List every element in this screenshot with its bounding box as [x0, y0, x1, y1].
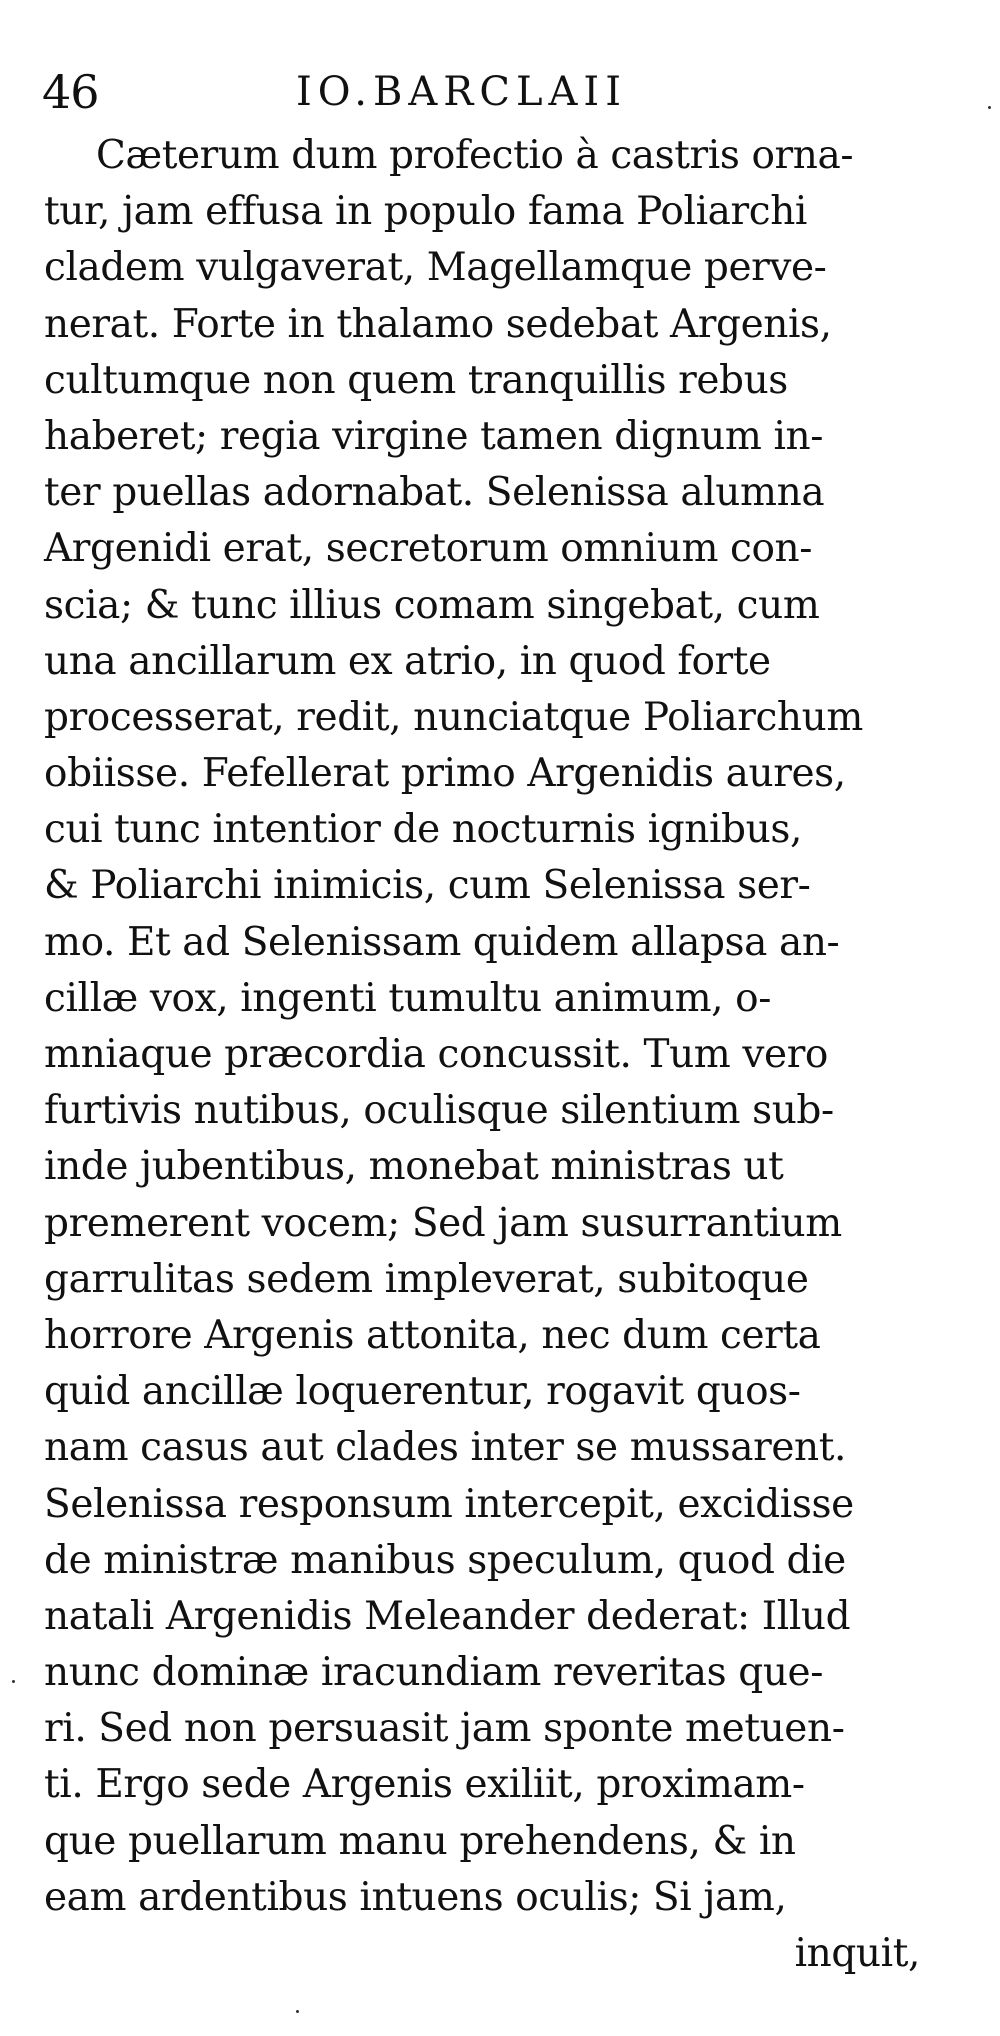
text-line: garrulitas sedem impleverat, subitoque — [44, 1256, 809, 1302]
text-line: una ancillarum ex atrio, in quod forte — [44, 638, 771, 684]
text-line: cillæ vox, ingenti tumultu animum, o- — [44, 975, 772, 1021]
text-line: nunc dominæ iracundiam reveritas que- — [44, 1650, 824, 1696]
text-line: horrore Argenis attonita, nec dum certa — [44, 1312, 821, 1358]
print-speck — [988, 106, 991, 109]
text-line: processerat, redit, nunciatque Poliarchum — [44, 694, 863, 740]
text-line: & Poliarchi inimicis, cum Selenissa ser- — [44, 863, 811, 909]
page-header — [38, 52, 678, 122]
text-line: natali Argenidis Meleander dederat: Illud — [44, 1593, 851, 1639]
page-number: 46 — [42, 65, 99, 119]
text-line: Cæterum dum profectio à castris orna- — [96, 133, 854, 178]
text-line: nerat. Forte in thalamo sedebat Argenis, — [44, 301, 832, 347]
text-line: que puellarum manu prehendens, & in — [44, 1818, 796, 1864]
text-line: tur, jam effusa in populo fama Poliarchi — [44, 189, 807, 235]
text-line: Selenissa responsum intercepit, excidisse — [44, 1481, 854, 1527]
text-line: inde jubentibus, monebat ministras ut — [44, 1144, 784, 1190]
text-line: cladem vulgaverat, Magellamque perve- — [44, 245, 827, 291]
print-speck — [296, 2010, 299, 2013]
text-line: de ministræ manibus speculum, quod die — [44, 1537, 846, 1583]
text-line: cultumque non quem tranquillis rebus — [44, 357, 788, 403]
text-line: ter puellas adornabat. Selenissa alumna — [44, 470, 825, 516]
text-line: furtivis nutibus, oculisque silentium sub- — [44, 1088, 834, 1134]
text-line: haberet; regia virgine tamen dignum in- — [44, 413, 824, 459]
text-line: eam ardentibus intuens oculis; Si jam, — [44, 1874, 787, 1920]
print-speck — [12, 1680, 15, 1683]
text-line: cui tunc intentior de nocturnis ignibus, — [44, 807, 802, 853]
text-line: nam casus aut clades inter se mussarent. — [44, 1425, 847, 1471]
text-line: mniaque præcordia concussit. Tum vero — [44, 1032, 829, 1077]
text-line: premerent vocem; Sed jam susurrantium — [44, 1200, 842, 1246]
text-line: mo. Et ad Selenissam quidem allapsa an- — [44, 919, 840, 965]
catchword: inquit, — [794, 1931, 920, 1976]
text-line: quid ancillæ loquerentur, rogavit quos- — [44, 1369, 801, 1415]
text-line: ti. Ergo sede Argenis exiliit, proximam- — [44, 1762, 805, 1808]
body-text — [44, 128, 924, 1982]
text-line: obiisse. Fefellerat primo Argenidis aures, — [44, 751, 846, 797]
text-line: scia; & tunc illius comam singebat, cum — [44, 582, 820, 628]
text-line: ri. Sed non persuasit jam sponte metuen- — [44, 1706, 845, 1752]
running-title: IO.BARCLAII — [296, 69, 628, 115]
text-line: Argenidi erat, secretorum omnium con- — [44, 526, 813, 572]
